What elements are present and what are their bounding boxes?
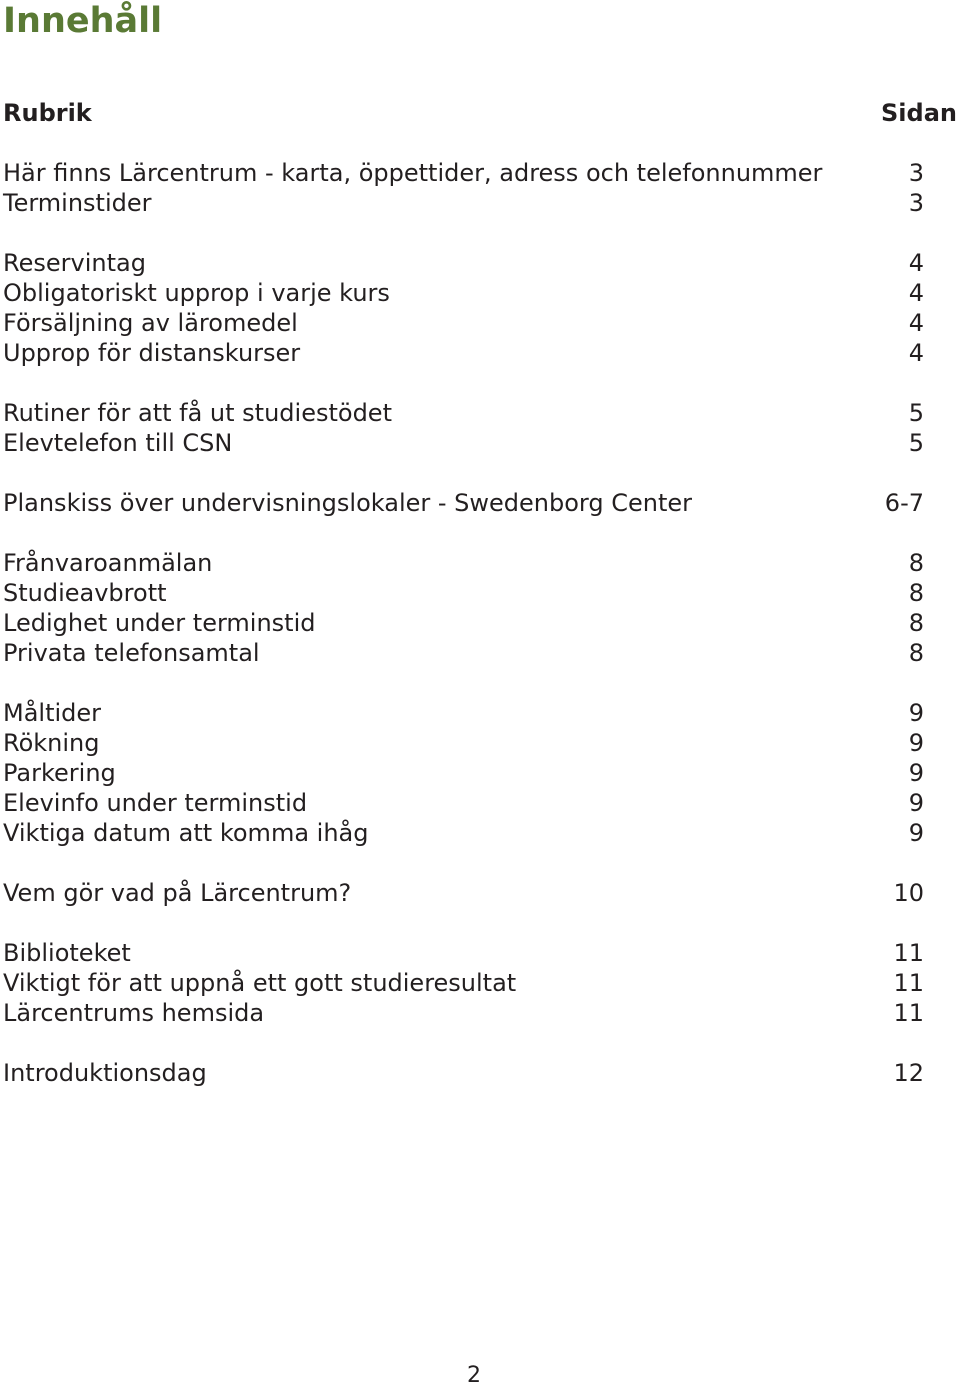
toc-group (3, 488, 924, 518)
toc-entry-page: 3 (908, 159, 924, 187)
toc-header (3, 96, 957, 130)
toc-entry (3, 608, 924, 638)
toc-entry-title: Reservintag (3, 249, 146, 277)
toc-entry-title: Rutiner för att få ut studiestödet (3, 399, 392, 427)
toc-entry-page: 3 (908, 189, 924, 217)
toc-group (3, 938, 924, 1028)
toc-entry (3, 998, 924, 1028)
toc-entry-title: Frånvaroanmälan (3, 549, 213, 577)
toc-entry-page: 4 (908, 339, 924, 367)
toc-entry (3, 968, 924, 998)
table-of-contents (3, 158, 924, 1118)
page-number: 2 (467, 1363, 481, 1388)
toc-entry-page: 10 (893, 879, 924, 907)
toc-entry-page: 9 (908, 729, 924, 757)
toc-entry-title: Ledighet under terminstid (3, 609, 316, 637)
toc-entry (3, 578, 924, 608)
toc-entry-page: 8 (908, 609, 924, 637)
toc-entry-title: Vem gör vad på Lärcentrum? (3, 879, 352, 907)
toc-entry (3, 728, 924, 758)
toc-entry-page: 9 (908, 759, 924, 787)
toc-entry (3, 278, 924, 308)
toc-entry-title: Obligatoriskt upprop i varje kurs (3, 279, 390, 307)
toc-entry-title: Upprop för distanskurser (3, 339, 301, 367)
toc-entry (3, 638, 924, 668)
toc-header-heading: Rubrik (3, 99, 92, 127)
toc-group (3, 158, 924, 218)
toc-entry-page: 11 (893, 999, 924, 1027)
toc-entry (3, 248, 924, 278)
toc-entry-page: 5 (908, 429, 924, 457)
page-title: Innehåll (3, 1, 163, 41)
toc-entry-title: Planskiss över undervisningslokaler - Swedenborg Center (3, 489, 693, 517)
toc-header-page: Sidan (881, 99, 957, 127)
toc-entry-title: Parkering (3, 759, 116, 787)
toc-entry-title: Här finns Lärcentrum - karta, öppettider, adress och telefonnummer (3, 159, 823, 187)
toc-entry (3, 818, 924, 848)
toc-entry-title: Viktiga datum att komma ihåg (3, 819, 369, 847)
toc-entry (3, 488, 924, 518)
toc-entry-title: Privata telefonsamtal (3, 639, 260, 667)
toc-entry (3, 698, 924, 728)
toc-group (3, 698, 924, 848)
toc-group (3, 398, 924, 458)
toc-entry-page: 8 (908, 579, 924, 607)
toc-entry-page: 11 (893, 939, 924, 967)
toc-entry-title: Introduktionsdag (3, 1059, 207, 1087)
toc-entry-page: 4 (908, 309, 924, 337)
toc-entry-title: Terminstider (3, 189, 152, 217)
toc-entry-title: Måltider (3, 699, 102, 727)
toc-entry-title: Lärcentrums hemsida (3, 999, 265, 1027)
toc-entry (3, 788, 924, 818)
toc-entry-page: 12 (893, 1059, 924, 1087)
toc-entry (3, 758, 924, 788)
toc-entry (3, 428, 924, 458)
toc-entry-title: Försäljning av läromedel (3, 309, 298, 337)
toc-entry-title: Elevinfo under terminstid (3, 789, 308, 817)
toc-entry-title: Biblioteket (3, 939, 131, 967)
toc-entry-page: 4 (908, 249, 924, 277)
toc-entry-page: 9 (908, 789, 924, 817)
toc-entry-page: 9 (908, 819, 924, 847)
toc-group (3, 1058, 924, 1088)
toc-entry-page: 8 (908, 549, 924, 577)
toc-entry-title: Viktigt för att uppnå ett gott studieresultat (3, 969, 517, 997)
toc-entry-page: 5 (908, 399, 924, 427)
toc-entry (3, 938, 924, 968)
toc-entry-title: Elevtelefon till CSN (3, 429, 233, 457)
toc-entry (3, 308, 924, 338)
toc-entry (3, 158, 924, 188)
toc-entry-page: 9 (908, 699, 924, 727)
toc-group (3, 548, 924, 668)
toc-entry (3, 338, 924, 368)
toc-entry-page: 11 (893, 969, 924, 997)
toc-entry-title: Studieavbrott (3, 579, 167, 607)
toc-entry (3, 548, 924, 578)
toc-entry (3, 398, 924, 428)
toc-entry (3, 878, 924, 908)
toc-entry-page: 6-7 (884, 489, 924, 517)
toc-entry-page: 4 (908, 279, 924, 307)
toc-entry (3, 1058, 924, 1088)
toc-entry-title: Rökning (3, 729, 100, 757)
toc-entry-page: 8 (908, 639, 924, 667)
toc-entry (3, 188, 924, 218)
toc-group (3, 248, 924, 368)
toc-group (3, 878, 924, 908)
